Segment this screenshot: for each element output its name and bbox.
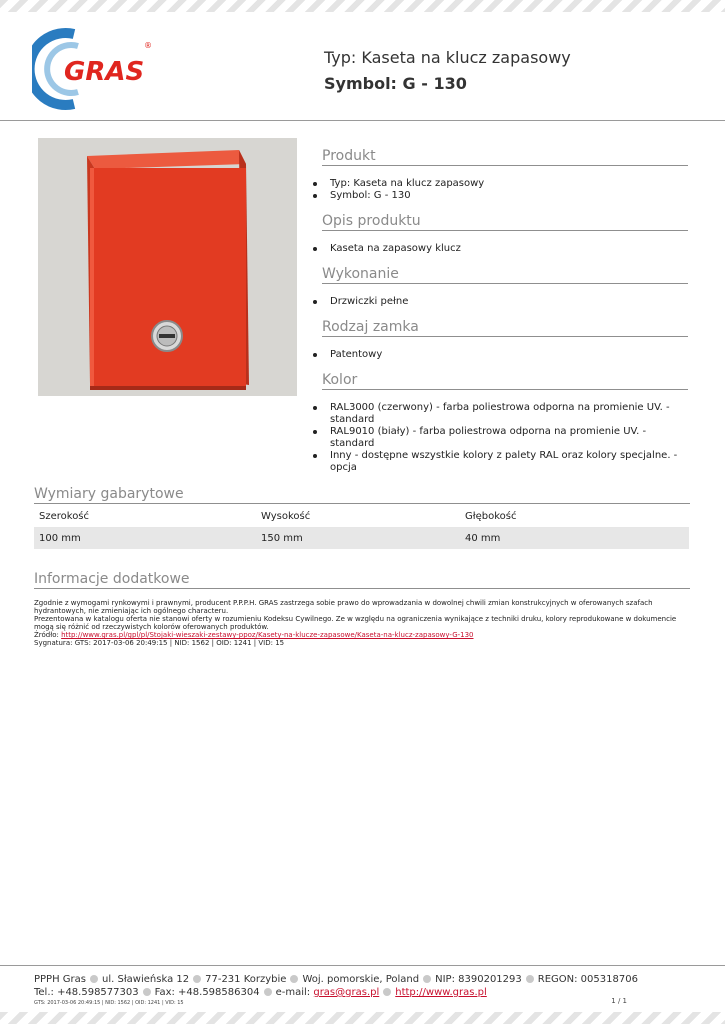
- specification-column: [322, 148, 688, 485]
- kolor-list: [322, 402, 688, 474]
- dimensions-table: [34, 506, 689, 549]
- footer-email-link[interactable]: gras@gras.pl: [313, 987, 380, 998]
- separator-dot-icon: [193, 975, 201, 983]
- list-item: Typ: Kaseta na klucz zapasowy: [322, 178, 688, 190]
- width-value: 100 mm: [34, 528, 256, 550]
- footer-email-label: e-mail:: [275, 987, 311, 998]
- section-heading-produkt: Produkt: [322, 148, 688, 166]
- list-item: Symbol: G - 130: [322, 190, 688, 202]
- separator-dot-icon: [90, 975, 98, 983]
- product-type-title: Typ: Kaseta na klucz zapasowy: [324, 48, 571, 67]
- info-text: [34, 599, 690, 647]
- section-heading-rodzaj-zamka: Rodzaj zamka: [322, 319, 688, 337]
- footer-company: PPPH Gras: [34, 974, 86, 985]
- source-label: Źródło:: [34, 631, 59, 639]
- source-link[interactable]: http://www.gras.pl/gpl/pl/Stojaki-wieszaki-zestawy-ppoz/Kasety-na-klucze-zapasowe/Kaseta-na-klucz-zapasowy-G-130: [61, 631, 474, 639]
- separator-dot-icon: [526, 975, 534, 983]
- source-line: [34, 631, 690, 639]
- top-stripe-decoration: [0, 0, 725, 12]
- section-heading-informacje: Informacje dodatkowe: [34, 571, 690, 589]
- product-photo: [38, 138, 297, 396]
- offer-paragraph: Prezentowana w katalogu oferta nie stanowi oferty w rozumieniu Kodeksu Cywilnego. Ze w względu na ograniczenia wynikające z techniki druku, kolory reprodukowane w dokumencie mogą się różnić od rzeczywistych kolorów oferowanych produktów.: [34, 615, 677, 631]
- footer-fax: Fax: +48.598586304: [154, 987, 260, 998]
- list-item: RAL9010 (biały) - farba poliestrowa odporna na promienie UV. - standard: [322, 426, 688, 450]
- product-symbol-title: Symbol: G - 130: [324, 74, 467, 93]
- section-heading-wymiary: Wymiary gabarytowe: [34, 486, 690, 504]
- footer-website-link[interactable]: http://www.gras.pl: [395, 987, 487, 998]
- separator-dot-icon: [383, 988, 391, 996]
- table-header-row: [34, 506, 689, 528]
- list-item: Drzwiczki pełne: [322, 296, 688, 308]
- wykonanie-list: [322, 296, 688, 308]
- produkt-list: [322, 178, 688, 202]
- gras-logo: [32, 24, 154, 112]
- list-item: RAL3000 (czerwony) - farba poliestrowa odporna na promienie UV. - standard: [322, 402, 688, 426]
- footer-contact-line: [34, 986, 694, 999]
- svg-text:®: ®: [144, 41, 152, 50]
- list-item: Kaseta na zapasowy klucz: [322, 243, 688, 255]
- height-value: 150 mm: [256, 528, 460, 550]
- list-item: Inny - dostępne wszystkie kolory z palety RAL oraz kolory specjalne. - opcja: [322, 450, 688, 474]
- separator-dot-icon: [290, 975, 298, 983]
- column-header-width: Szerokość: [34, 506, 256, 528]
- footer-tel: Tel.: +48.598577303: [34, 987, 139, 998]
- footer-address-line: [34, 973, 694, 986]
- header-divider: [0, 120, 725, 121]
- footer-divider: [0, 965, 725, 966]
- svg-text:GRAS: GRAS: [64, 57, 145, 87]
- footer-region: Woj. pomorskie, Poland: [302, 974, 420, 985]
- footer-nip: NIP: 8390201293: [435, 974, 522, 985]
- column-header-height: Wysokość: [256, 506, 460, 528]
- section-heading-opis-produktu: Opis produktu: [322, 213, 688, 231]
- document-header: [324, 48, 571, 93]
- footer-city: 77-231 Korzybie: [205, 974, 287, 985]
- footer-regon: REGON: 005318706: [537, 974, 638, 985]
- dimensions-section: [34, 486, 690, 549]
- list-item: Patentowy: [322, 349, 688, 361]
- additional-info-section: [34, 571, 690, 647]
- separator-dot-icon: [143, 988, 151, 996]
- section-heading-kolor: Kolor: [322, 372, 688, 390]
- page-number: 1 / 1: [611, 997, 627, 1005]
- footer-meta: GTS: 2017-03-06 20:49:15 | NID: 1562 | OID: 1241 | VID: 15: [34, 1000, 184, 1006]
- separator-dot-icon: [264, 988, 272, 996]
- section-heading-wykonanie: Wykonanie: [322, 266, 688, 284]
- rodzaj-zamka-list: [322, 349, 688, 361]
- footer: [34, 973, 694, 1006]
- table-row: [34, 528, 689, 550]
- separator-dot-icon: [423, 975, 431, 983]
- bottom-stripe-decoration: [0, 1012, 725, 1024]
- column-header-depth: Głębokość: [460, 506, 689, 528]
- footer-street: ul. Sławieńska 12: [102, 974, 190, 985]
- disclaimer-paragraph: Zgodnie z wymogami rynkowymi i prawnymi, producent P.P.P.H. GRAS zastrzega sobie prawo do wprowadzania w dowolnej chwili zmian konstrukcyjnych w oferowanych szafach hydrantowych, nie zmieniając ich ogólnego characteru.: [34, 599, 653, 615]
- depth-value: 40 mm: [460, 528, 689, 550]
- opis-produktu-list: [322, 243, 688, 255]
- signature-line: Sygnatura: GTS: 2017-03-06 20:49:15 | NID: 1562 | OID: 1241 | VID: 15: [34, 639, 285, 647]
